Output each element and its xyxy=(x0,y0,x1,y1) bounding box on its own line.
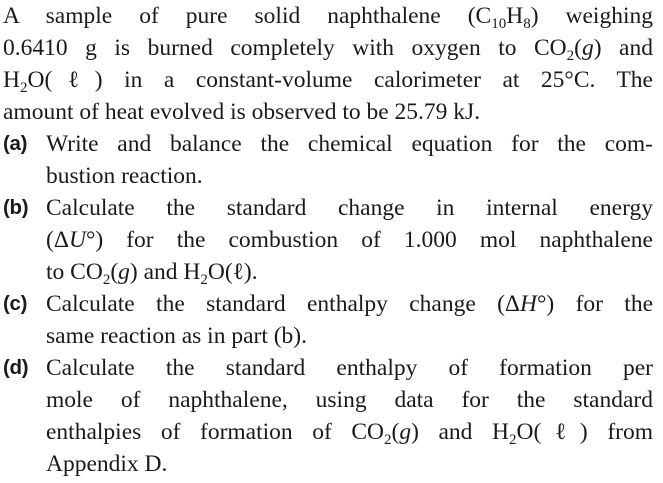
part-line: to $CO_2(g)$ and $H_2O(\ell)$. xyxy=(46,259,258,288)
intro-line: 0.6410 g is burned completely with oxygen to $CO_2(g)$ and xyxy=(3,35,653,64)
part-line: Appendix D. xyxy=(46,451,168,477)
part-d xyxy=(3,352,653,480)
problem-text xyxy=(3,0,653,480)
part-line: bustion reaction. xyxy=(46,163,203,189)
part-line: enthalpies of formation of $CO_2(g)$ and $H_2O(\ell)$ from xyxy=(46,419,654,448)
intro-line: amount of heat evolved is observed to be 25.79 kJ. xyxy=(3,99,481,125)
part-label: (c) xyxy=(3,292,28,315)
intro-line: A sample of pure solid naphthalene $(C_{10}H_8)$ weighing xyxy=(3,3,653,32)
part-line: Write and balance the chemical equation for the com- xyxy=(46,131,653,157)
part-c xyxy=(3,288,653,352)
part-line: Calculate the standard enthalpy change (ΔH°) for the xyxy=(46,291,653,317)
intro-line: $H_2O(\ell)$ in a constant-volume calorimeter at 25°C. The xyxy=(3,67,653,96)
part-label: (d) xyxy=(3,356,29,379)
part-line: same reaction as in part (b). xyxy=(46,323,308,349)
part-line: Calculate the standard change in internal energy xyxy=(46,195,653,221)
problem-intro xyxy=(3,0,653,128)
part-a xyxy=(3,128,653,192)
part-b xyxy=(3,192,653,288)
part-line: Calculate the standard enthalpy of formation per xyxy=(46,355,653,381)
part-label: (b) xyxy=(3,196,29,219)
part-label: (a) xyxy=(3,132,28,155)
part-line: mole of naphthalene, using data for the standard xyxy=(46,387,653,413)
part-line: (ΔU°) for the combustion of 1.000 mol naphthalene xyxy=(46,227,653,253)
